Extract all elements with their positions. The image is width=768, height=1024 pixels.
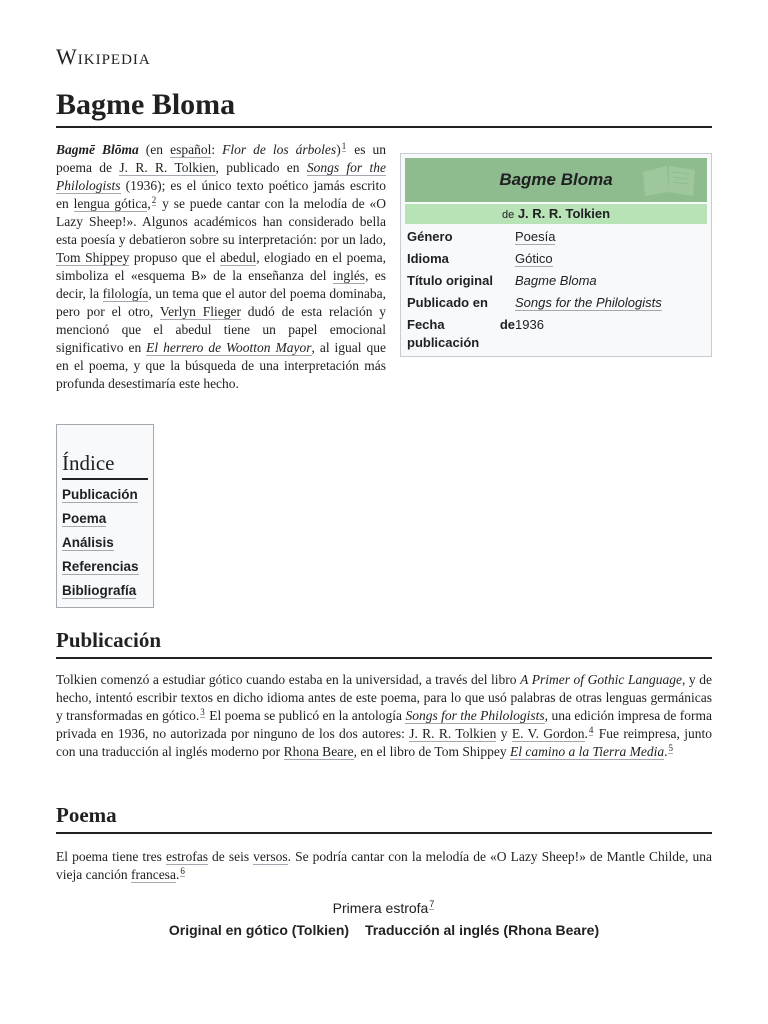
- heading-publicacion: Publicación: [56, 627, 712, 659]
- text: dudó de esta relación y mencionó que el abedul tiene un papel emocional significativo en: [56, 304, 387, 355]
- link-abedul[interactable]: abedul: [220, 250, 257, 265]
- link-beare[interactable]: Rhona Beare: [283, 744, 354, 759]
- text: , publicado en: [215, 160, 307, 175]
- infobox-value: Bagme Bloma: [515, 273, 597, 288]
- text: Fue reimpresa, junto con una traducción al inglés moderno por: [56, 726, 713, 759]
- ref-3[interactable]: 3: [200, 706, 205, 717]
- link-tolkien[interactable]: J. R. R. Tolkien: [119, 160, 216, 175]
- toc-item-bibliografia[interactable]: Bibliografía: [62, 583, 137, 598]
- text: y: [496, 726, 512, 741]
- link-ingles[interactable]: inglés: [332, 268, 366, 283]
- link-herrero[interactable]: El herrero de Wootton Mayor: [146, 340, 312, 355]
- link-filologia[interactable]: filología: [102, 286, 149, 301]
- toc-item-referencias[interactable]: Referencias: [62, 559, 139, 574]
- text: , en el libro de Tom Shippey: [353, 744, 510, 759]
- link-flieger[interactable]: Verlyn Flieger: [159, 304, 241, 319]
- text: , una edición impresa de forma privada en 1936, no autorizada por ninguno de los dos autores:: [56, 708, 712, 741]
- infobox-key: Publicado en: [407, 295, 488, 310]
- toc-item-analisis[interactable]: Análisis: [62, 535, 114, 550]
- text: de seis: [207, 849, 254, 864]
- ref-6[interactable]: 6: [180, 865, 185, 876]
- text: :: [211, 142, 223, 157]
- infobox: [400, 153, 712, 357]
- text: .: [175, 867, 180, 882]
- text: es un poema de: [56, 142, 386, 175]
- link-tolkien[interactable]: J. R. R. Tolkien: [409, 726, 497, 741]
- toc-item-publicacion[interactable]: Publicación: [62, 487, 138, 502]
- text: (en: [138, 142, 171, 157]
- text: El poema se publicó en la antología: [205, 708, 406, 723]
- infobox-value-link[interactable]: Songs for the Philologists: [515, 295, 662, 310]
- infobox-value-link[interactable]: Gótico: [515, 251, 553, 266]
- stanza-column-headers: [56, 921, 712, 939]
- heading-poema: Poema: [56, 802, 712, 834]
- link-songs[interactable]: Songs for the Philologists: [56, 160, 386, 193]
- toc-title: Índice: [62, 451, 148, 480]
- infobox-value: 1936: [515, 317, 544, 332]
- poema-paragraph: [56, 848, 712, 884]
- text: (1936); es el único texto poético jamás escrito en: [56, 178, 386, 211]
- infobox-row-idioma: [405, 250, 707, 268]
- link-gordon[interactable]: E. V. Gordon: [511, 726, 585, 741]
- infobox-key: Género: [407, 229, 453, 244]
- infobox-key: Fecha de publicación: [407, 317, 515, 350]
- infobox-row-titulo: [405, 272, 707, 290]
- infobox-author-prefix: de: [501, 209, 515, 221]
- text: , es decir, la: [56, 268, 386, 301]
- infobox-value-link[interactable]: Poesía: [515, 229, 556, 244]
- infobox-title: [405, 158, 707, 202]
- text: .: [664, 744, 668, 759]
- infobox-row-publicado: [405, 294, 707, 312]
- ref-2[interactable]: 2: [151, 194, 157, 205]
- infobox-row-fecha: [405, 316, 707, 352]
- toc-item-poema[interactable]: Poema: [62, 511, 107, 526]
- column-header-english: Traducción al inglés (Rhona Beare): [364, 922, 600, 938]
- link-francesa[interactable]: francesa: [130, 867, 176, 882]
- infobox-title-text: Bagme Bloma: [499, 170, 613, 189]
- table-of-contents: [56, 424, 154, 608]
- text: El poema tiene tres: [56, 849, 166, 864]
- wikipedia-wordmark[interactable]: Wikipedia: [56, 44, 151, 69]
- translated-title: Flor de los árboles: [222, 142, 337, 157]
- link-shippey[interactable]: Tom Shippey: [56, 250, 130, 265]
- ref-1[interactable]: 1: [341, 140, 347, 151]
- link-versos[interactable]: versos: [253, 849, 288, 864]
- lead-section: [56, 141, 712, 393]
- infobox-author-name[interactable]: J. R. R. Tolkien: [517, 206, 611, 221]
- column-header-gothic: Original en gótico (Tolkien): [168, 922, 350, 938]
- text: .: [584, 726, 588, 741]
- ref-7[interactable]: 7: [429, 899, 435, 910]
- stanza-caption: Primera estrofa$^7$: [332, 899, 435, 916]
- ref-5[interactable]: 5: [668, 742, 673, 753]
- ref-4[interactable]: 4: [588, 724, 594, 735]
- text: ): [336, 142, 341, 157]
- text: propuso que el: [129, 250, 221, 265]
- infobox-key: Título original: [407, 273, 493, 288]
- text: , un tema que el autor del poema dominaba, pero por el otro,: [56, 286, 387, 319]
- link-songs[interactable]: Songs for the Philologists: [405, 708, 545, 723]
- stanza-table: [56, 899, 712, 939]
- text: , y de hecho, intentó escribir textos en dicho idioma antes de este poema, para lo que usó palabras de otras lenguas germánicas y transformadas en gótico.: [56, 672, 712, 723]
- infobox-author: [405, 204, 707, 224]
- text: y se puede cantar con la melodía de «O Lazy Sheep!». Algunos académicos han considerado bella esta poesía y debatieron sobre su interpretación: por un lado,: [56, 196, 386, 247]
- title-rule: [56, 126, 712, 128]
- link-estrofas[interactable]: estrofas: [165, 849, 208, 864]
- book-icon: [639, 162, 699, 198]
- link-espanol[interactable]: español: [170, 142, 212, 157]
- infobox-key: Idioma: [407, 251, 449, 266]
- text: , elogiado en el poema, simboliza el «esquema B» de la enseñanza del: [56, 250, 386, 283]
- article-subject: Bagmē Blōma: [56, 142, 139, 157]
- infobox-row-genero: [405, 228, 707, 246]
- text: , al igual que en el poema, y que la búsqueda de una interpretación más profunda desestimaría este hecho.: [56, 340, 386, 391]
- page-title: Bagme Bloma: [56, 88, 236, 121]
- book-title: A Primer of Gothic Language: [520, 672, 682, 687]
- text: . Se podría cantar con la melodía de «O Lazy Sheep!» de Mantle Childe, una vieja canción: [56, 849, 712, 882]
- text: Tolkien comenzó a estudiar gótico cuando estaba en la universidad, a través del libro: [56, 672, 521, 687]
- publicacion-paragraph: [56, 671, 712, 761]
- link-camino[interactable]: El camino a la Tierra Media: [509, 744, 665, 759]
- link-lengua-gotica[interactable]: lengua gótica: [73, 196, 148, 211]
- text: ,: [147, 196, 151, 211]
